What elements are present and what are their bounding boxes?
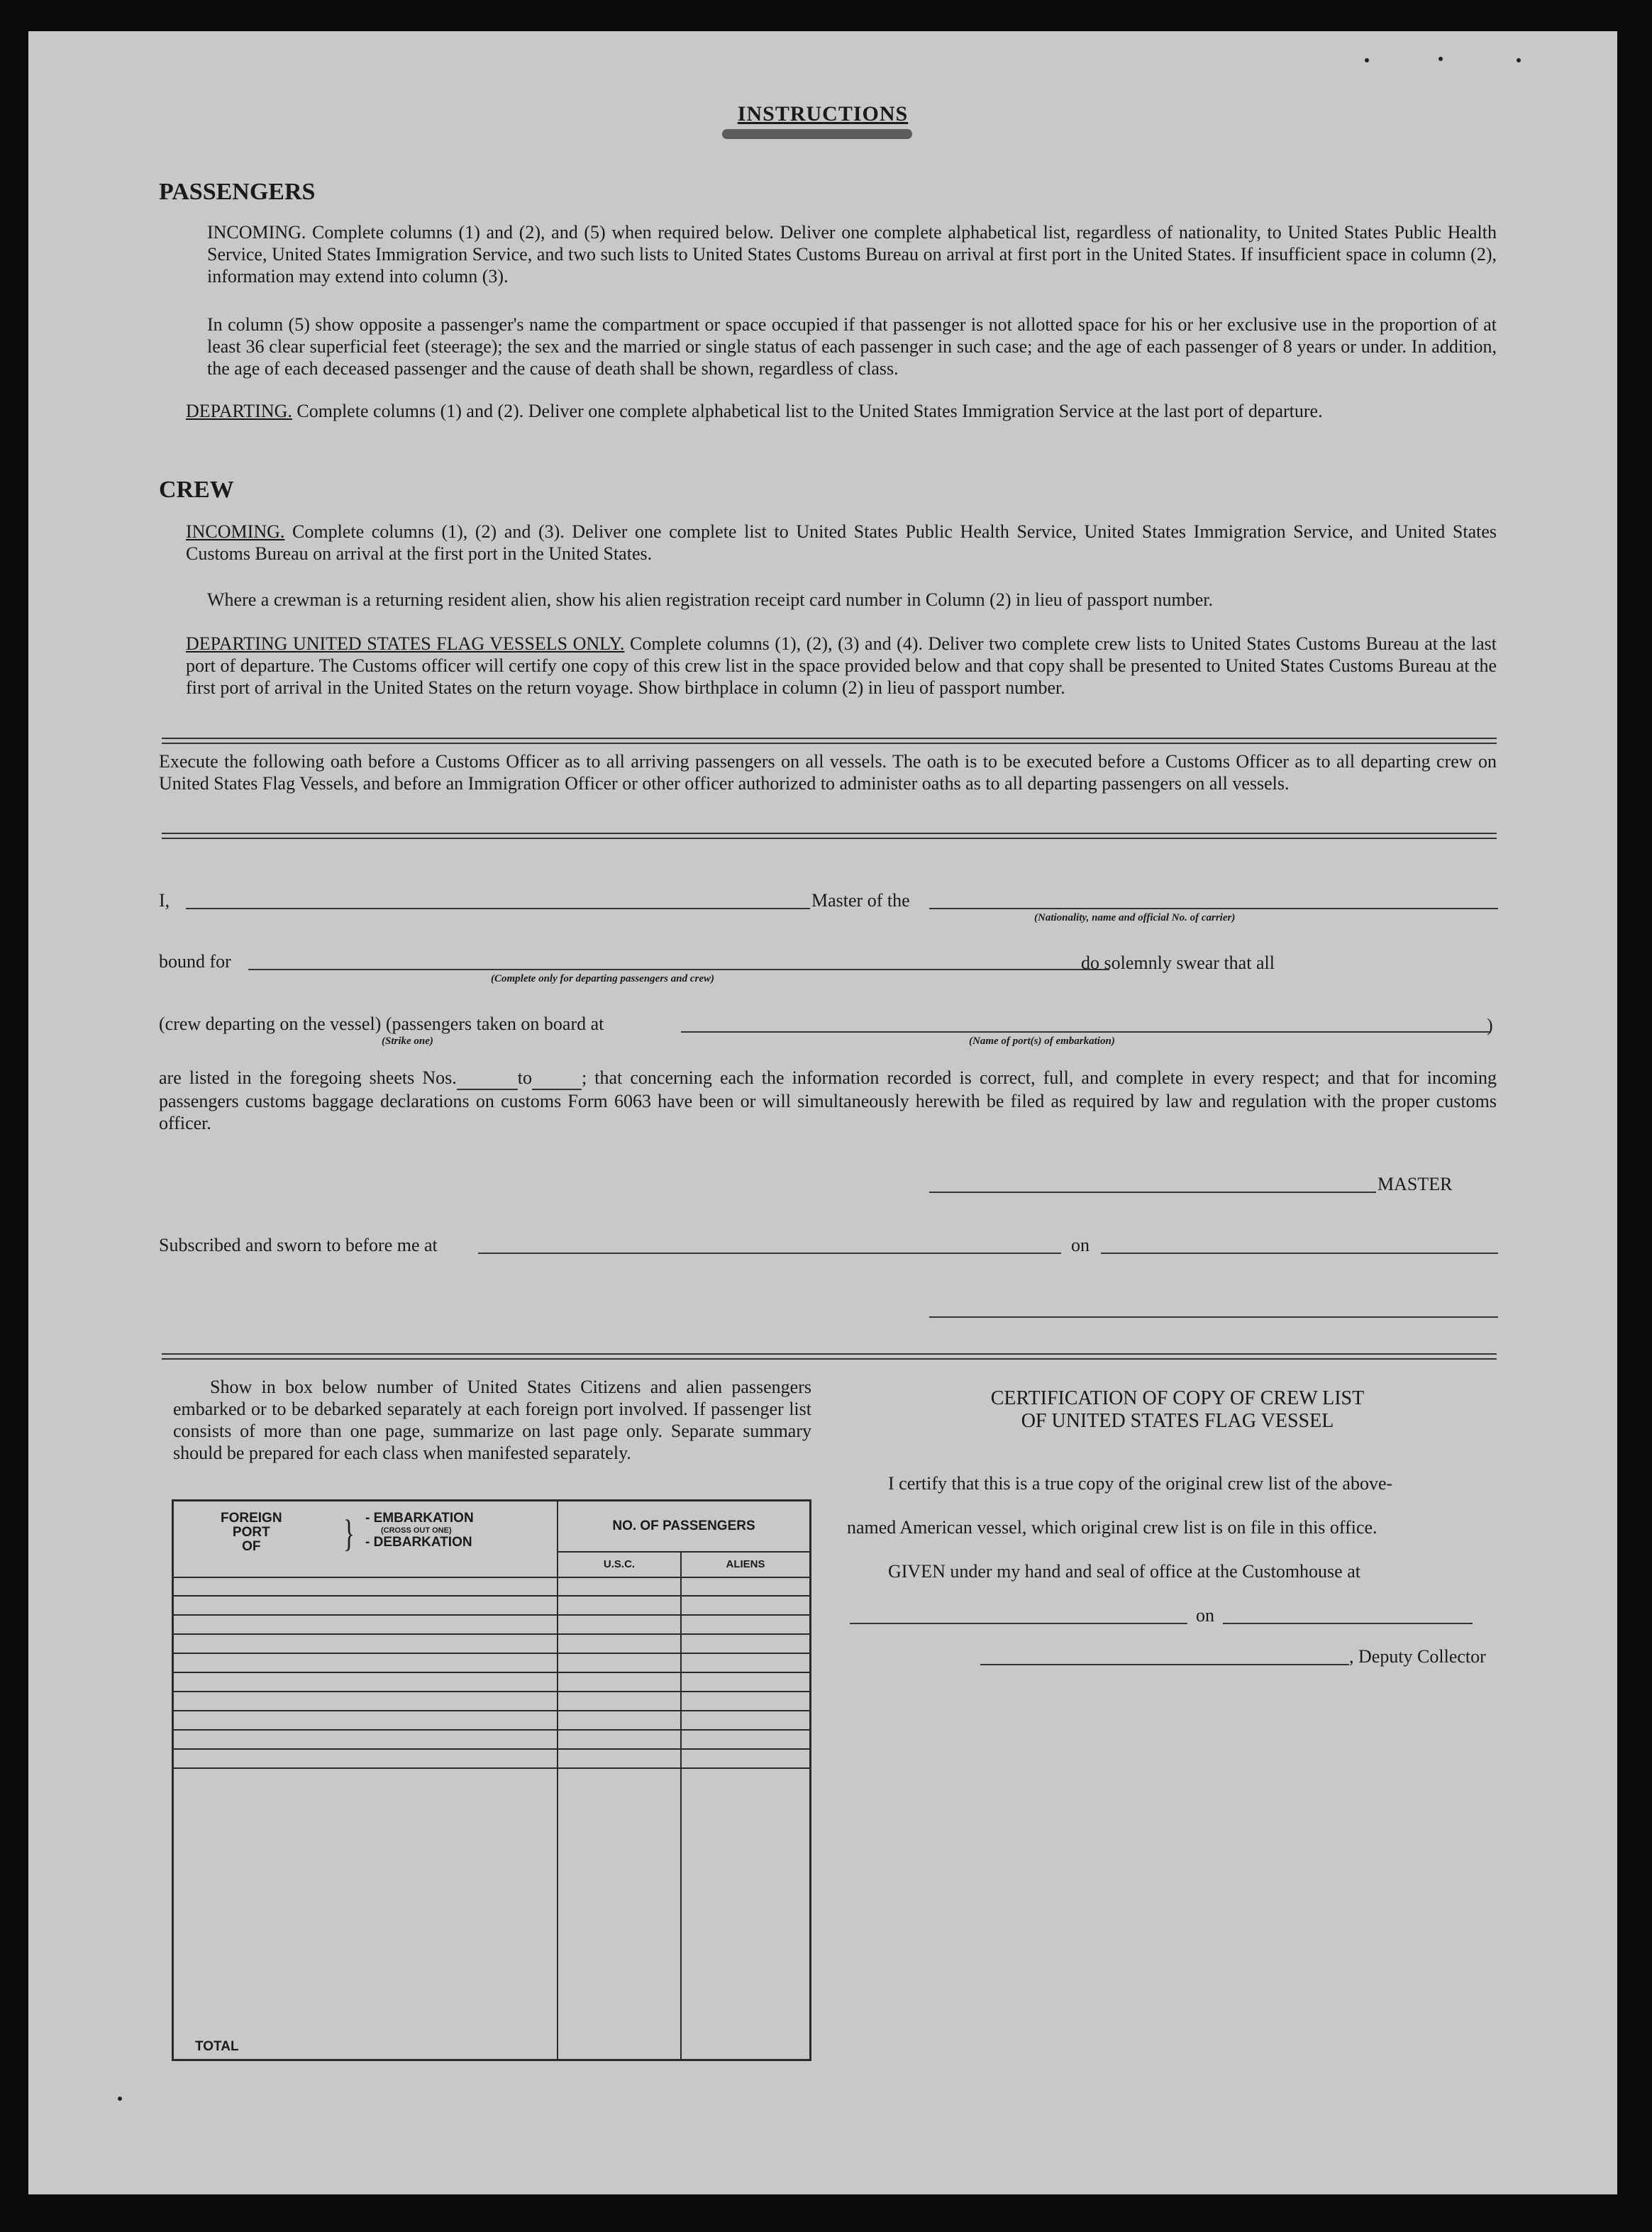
foreign-text: FOREIGN — [221, 1511, 282, 1526]
table-row[interactable] — [173, 1692, 811, 1711]
table-row[interactable] — [173, 1596, 811, 1615]
divider — [162, 738, 1497, 744]
page-title: INSTRUCTIONS — [737, 102, 909, 126]
table-row[interactable] — [173, 1672, 811, 1692]
master-of-label: Master of the — [811, 890, 910, 911]
table-row[interactable] — [173, 1634, 811, 1653]
sheet-from-field[interactable] — [457, 1067, 518, 1090]
certification-date-field[interactable] — [1223, 1623, 1473, 1624]
divider — [162, 1353, 1497, 1360]
oath-i-label: I, — [159, 890, 170, 911]
officer-signature-field[interactable] — [929, 1316, 1498, 1318]
listed-to: to — [517, 1067, 532, 1088]
passenger-summary-table — [172, 1499, 811, 2061]
crew-departing-label: DEPARTING UNITED STATES FLAG VESSELS ONLY. — [186, 633, 625, 654]
sheet-to-field[interactable] — [532, 1067, 582, 1090]
table-row[interactable] — [173, 1749, 811, 1768]
given-text: GIVEN under my hand and seal of office at the Customhouse at — [888, 1561, 1360, 1582]
swear-text: do solemnly swear that all — [1081, 953, 1275, 973]
divider — [162, 833, 1497, 839]
certify-line2: named American vessel, which original crew list is on file in this office. — [847, 1517, 1377, 1538]
bound-caption: (Complete only for departing passengers and crew) — [491, 973, 714, 984]
speck — [1365, 58, 1369, 62]
customhouse-field[interactable] — [850, 1623, 1187, 1624]
crew-incoming-label: INCOMING. — [186, 521, 285, 542]
passengers-incoming-text: Complete columns (1) and (2), and (5) when required below. Deliver one complete alphabetical list, regardless of nationality, to United States Public Health Service, United States Immigration Service, and two such lists to United States Customs Bureau on arrival at first port in the United States. If insufficient space in column (2), information may extend into column (3). — [207, 222, 1497, 287]
certify-line1: I certify that this is a true copy of the original crew list of the above- — [888, 1473, 1393, 1494]
port-caption: (Name of port(s) of embarkation) — [969, 1036, 1115, 1047]
embark-debark — [365, 1511, 474, 1550]
certification-title-line2: OF UNITED STATES FLAG VESSEL — [1021, 1410, 1334, 1432]
deputy-collector-label: , Deputy Collector — [1349, 1646, 1486, 1667]
bound-for-label: bound for — [159, 951, 231, 972]
debarkation-text: - DEBARKATION — [365, 1535, 472, 1550]
close-paren: ) — [1487, 1015, 1493, 1036]
foreign-port-of — [221, 1511, 282, 1554]
deputy-signature-field[interactable] — [980, 1664, 1349, 1665]
certification-title-line1: CERTIFICATION OF COPY OF CREW LIST — [990, 1387, 1365, 1409]
ink-smudge — [722, 129, 912, 139]
passengers-incoming-label: INCOMING. — [207, 222, 306, 243]
listed-a: are listed in the foregoing sheets Nos. — [159, 1067, 457, 1088]
crew-incoming-text: Complete columns (1), (2) and (3). Deliver one complete list to United States Public Health Service, United States Immigration Service, and United States Customs Bureau on arrival at the first port in the United States. — [186, 521, 1497, 564]
carrier-caption: (Nationality, name and official No. of carrier) — [1034, 912, 1236, 923]
table-row[interactable] — [173, 1615, 811, 1634]
table-row[interactable] — [173, 1711, 811, 1730]
subscribed-date-field[interactable] — [1101, 1253, 1498, 1254]
crew-passengers-text: (crew departing on the vessel) (passengers taken on board at — [159, 1014, 604, 1034]
passengers-departing — [186, 400, 1497, 422]
table-row[interactable] — [173, 1577, 811, 1597]
port-header-cell — [173, 1501, 558, 1577]
crew-departing-text: Complete columns (1), (2), (3) and (4). Deliver two complete crew lists to United States Customs Bureau at the last port of departure. The Customs officer will certify one copy of this crew list in the space provided below and that copy shall be presented to United States Customs Bureau at the first port of arrival in the United States on the return voyage. Show birthplace in column (2) in lieu of passport number. — [186, 633, 1497, 698]
speck — [118, 2097, 122, 2101]
summary-instructions: Show in box below number of United States Citizens and alien passengers embarked or to be debarked separately at each foreign port involved. If passenger list consists of more than one page, summarize on last page only. Separate summary should be prepared for each class when manifested separately. — [173, 1377, 811, 1463]
listed-b: ; that concerning each the information recorded is correct, full, and complete in every respect; and that for incoming passengers customs baggage declarations on customs Form 6063 have been or will simultaneously herewith be filed as required by law and regulation with the proper customs officer. — [159, 1067, 1497, 1133]
crew-incoming — [186, 521, 1497, 565]
total-label: TOTAL — [173, 1768, 558, 2060]
subscribed-on-label: on — [1071, 1235, 1090, 1255]
bound-for-field[interactable] — [248, 969, 1109, 970]
usc-header: U.S.C. — [558, 1552, 681, 1577]
passengers-departing-text: Complete columns (1) and (2). Deliver one complete alphabetical list to the United States Immigration Service at the last port of departure. — [296, 401, 1323, 421]
certification-on-label: on — [1196, 1605, 1214, 1626]
subscribed-place-field[interactable] — [478, 1253, 1061, 1254]
crew-returning: Where a crewman is a returning resident alien, show his alien registration receipt card number in Column (2) in lieu of passport number. — [207, 589, 1214, 610]
table-row[interactable] — [173, 1730, 811, 1749]
passengers-departing-label: DEPARTING. — [186, 401, 292, 421]
master-signature-field[interactable] — [929, 1192, 1376, 1193]
embarkation-text: - EMBARKATION — [365, 1511, 474, 1526]
total-row[interactable] — [173, 1768, 811, 2060]
master-name-field[interactable] — [186, 908, 810, 909]
certification-title — [858, 1387, 1497, 1433]
speck — [1517, 58, 1521, 62]
passengers-heading: PASSENGERS — [159, 179, 316, 205]
strike-caption: (Strike one) — [382, 1036, 433, 1047]
port-text: PORT — [232, 1525, 270, 1540]
of-text: OF — [242, 1539, 261, 1554]
listed-statement — [159, 1067, 1497, 1134]
crew-heading: CREW — [159, 477, 234, 503]
cross-out-text: (CROSS OUT ONE) — [381, 1526, 452, 1535]
oath-intro: Execute the following oath before a Customs Officer as to all arriving passengers on all vessels. The oath is to be executed before a Customs Officer as to all departing crew on United States Flag Vessels, and before an Immigration Officer or other officer authorized to administer oaths as to all departing passengers on all vessels. — [159, 751, 1497, 794]
form-page — [28, 31, 1617, 2194]
no-passengers-header: NO. OF PASSENGERS — [558, 1501, 811, 1552]
passengers-column5: In column (5) show opposite a passenger's name the compartment or space occupied if that passenger is not allotted space for his or her exclusive use in the proportion of at least 36 clear superficial feet (steerage); the sex and the married or single status of each passenger in such case; and the age of each passenger of 8 years or under. In addition, the age of each deceased passenger and the cause of death shall be shown, regardless of class. — [207, 314, 1497, 379]
master-label: MASTER — [1377, 1174, 1453, 1194]
port-embarkation-field[interactable] — [681, 1031, 1490, 1033]
brace-icon: } — [343, 1512, 355, 1555]
passengers-incoming — [207, 221, 1497, 287]
subscribed-label: Subscribed and sworn to before me at — [159, 1235, 438, 1255]
table-row[interactable] — [173, 1653, 811, 1672]
aliens-header: ALIENS — [681, 1552, 811, 1577]
carrier-field[interactable] — [929, 908, 1498, 909]
crew-departing — [186, 633, 1497, 699]
speck — [1438, 57, 1443, 61]
